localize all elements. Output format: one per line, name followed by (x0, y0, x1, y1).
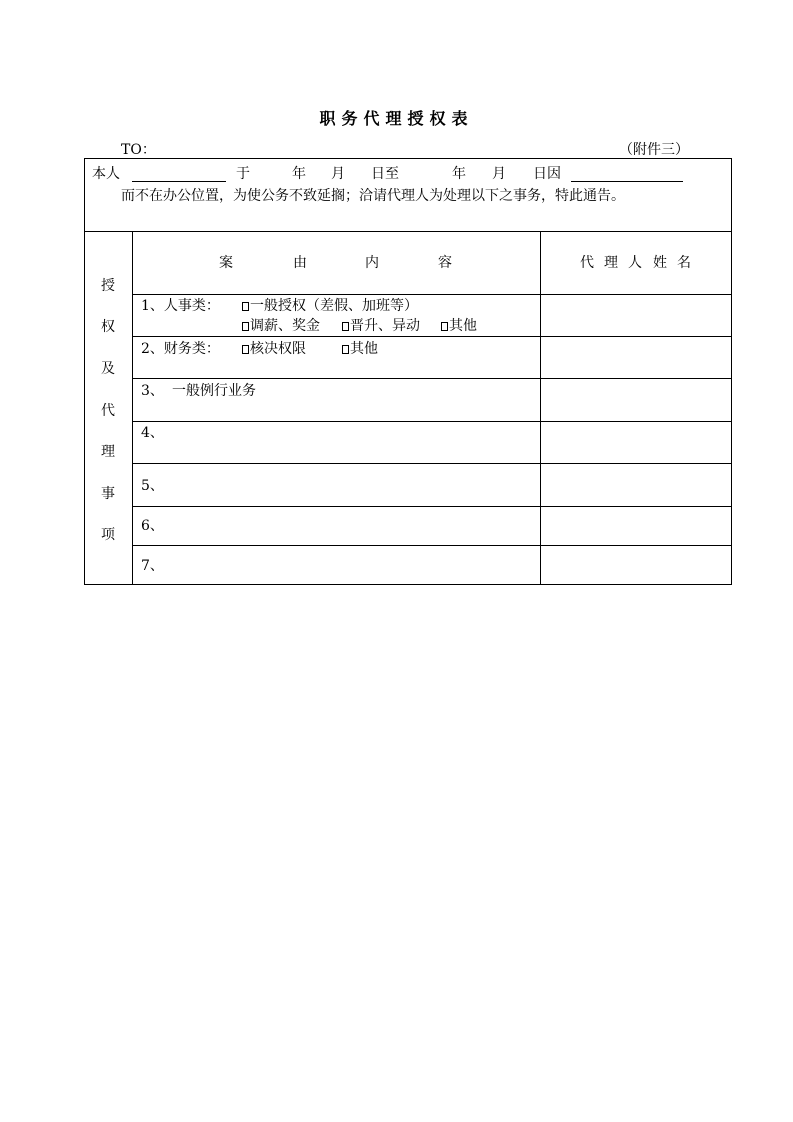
agent-name-cell-row3[interactable] (541, 379, 731, 421)
header-agent-char: 姓 (653, 255, 667, 271)
row6-label: 6、 (141, 518, 164, 534)
row2-option-approval[interactable] (242, 340, 306, 358)
row1-option-general[interactable] (242, 297, 418, 315)
row1-option-promotion[interactable] (342, 317, 420, 335)
intro-year1: 年 (292, 166, 306, 182)
row4-label: 4、 (141, 425, 164, 441)
rule-side-column (132, 231, 133, 585)
row3-label: 3、 (141, 383, 164, 399)
row2-option-other[interactable] (342, 340, 378, 358)
intro-month2: 月 (492, 166, 506, 182)
agent-name-cell-row6[interactable] (541, 507, 731, 545)
side-label-char: 授 (101, 278, 115, 294)
header-agent-char: 人 (628, 255, 642, 271)
row3-text: 一般例行业务 (172, 383, 256, 399)
agent-name-cell-row1[interactable] (541, 295, 731, 336)
checkbox-icon[interactable] (342, 345, 349, 354)
option-label: 其他 (449, 318, 477, 334)
agent-name-cell-row2[interactable] (541, 337, 731, 378)
intro-day-because: 日因 (533, 166, 561, 182)
row1-option-salary[interactable] (242, 317, 320, 335)
rule-intro-bottom (84, 231, 732, 232)
intro-day-to: 日至 (371, 166, 399, 182)
header-reason-char: 容 (438, 255, 452, 271)
side-label-char: 权 (101, 319, 115, 335)
row7-label: 7、 (141, 558, 164, 574)
option-label: 调薪、奖金 (250, 318, 320, 334)
option-label: 核决权限 (250, 341, 306, 357)
attachment-label: （附件三） (619, 142, 689, 158)
side-label-char: 及 (101, 361, 115, 377)
side-label-char: 项 (101, 527, 115, 543)
intro-at: 于 (236, 166, 250, 182)
checkbox-icon[interactable] (242, 322, 249, 331)
agent-name-cell-row4[interactable] (541, 422, 731, 463)
option-label: 晋升、异动 (350, 318, 420, 334)
header-agent-char: 名 (677, 255, 691, 271)
row1-option-other[interactable] (441, 317, 477, 335)
page-title: 职务代理授权表 (319, 109, 474, 128)
side-label-char: 事 (101, 486, 115, 502)
header-reason-char: 案 (219, 255, 233, 271)
side-label-char: 理 (101, 444, 115, 460)
checkbox-icon[interactable] (242, 345, 249, 354)
reason-blank[interactable] (571, 181, 683, 182)
checkbox-icon[interactable] (242, 302, 249, 311)
intro-self: 本人 (92, 166, 120, 182)
header-agent-char: 代 (580, 255, 594, 271)
intro-month1: 月 (331, 166, 345, 182)
name-blank[interactable] (132, 181, 226, 182)
row1-label: 1、人事类： (141, 298, 220, 314)
agent-name-cell-row7[interactable] (541, 546, 731, 584)
to-label: TO： (121, 142, 156, 158)
intro-year2: 年 (452, 166, 466, 182)
option-label: 其他 (350, 341, 378, 357)
header-agent-char: 理 (604, 255, 618, 271)
intro-statement: 而不在办公位置，为使公务不致延搁；洽请代理人为处理以下之事务，特此通告。 (121, 188, 625, 204)
header-reason-char: 内 (365, 255, 379, 271)
option-label: 一般授权（差假、加班等） (250, 298, 418, 314)
agent-name-cell-row5[interactable] (541, 464, 731, 506)
checkbox-icon[interactable] (342, 322, 349, 331)
row5-label: 5、 (141, 478, 164, 494)
row2-label: 2、财务类： (141, 341, 220, 357)
header-reason-char: 由 (293, 255, 307, 271)
side-label-char: 代 (101, 403, 115, 419)
checkbox-icon[interactable] (441, 322, 448, 331)
